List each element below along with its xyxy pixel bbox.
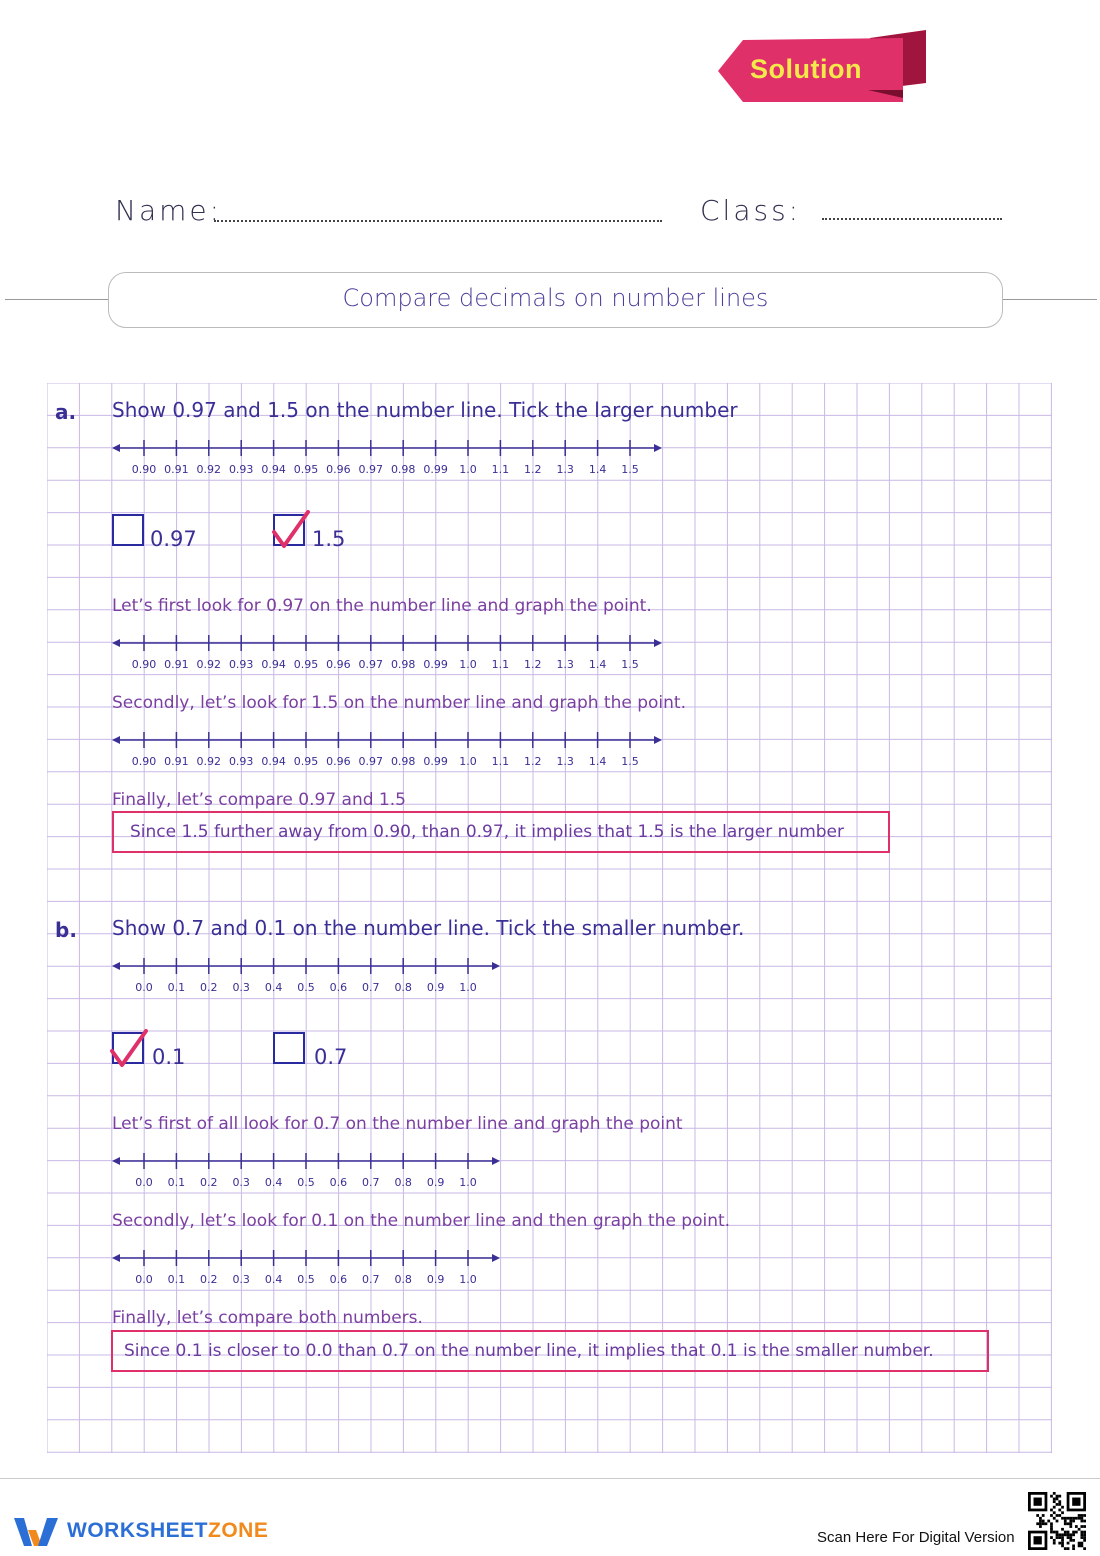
section-b-question: Show 0.7 and 0.1 on the number line. Tick the smaller number. <box>112 916 745 940</box>
number-line-b-question <box>110 956 510 1000</box>
class-field[interactable] <box>822 218 1002 220</box>
number-line-label: 0.4 <box>264 981 283 994</box>
number-line-label: 0.8 <box>394 1176 412 1189</box>
section-b-step-1: Let’s first of all look for 0.7 on the number line and graph the point <box>112 1114 683 1134</box>
number-line-label: 1.5 <box>621 463 639 476</box>
section-a-label: a. <box>55 400 77 424</box>
brand-part-2: ZONE <box>208 1519 269 1542</box>
section-a-step-1: Let’s first look for 0.97 on the number line and graph the point. <box>112 596 652 616</box>
number-line-label: 1.3 <box>556 463 574 476</box>
number-line-label: 1.0 <box>459 981 477 994</box>
number-line-label: 1.0 <box>459 1273 477 1286</box>
number-line-label: 0.97 <box>358 755 384 768</box>
number-line-label: 0.91 <box>164 755 189 768</box>
number-line-label: 0.95 <box>293 463 319 476</box>
number-line-label: 0.93 <box>228 755 254 768</box>
number-line-label: 0.90 <box>131 658 157 671</box>
number-line-label: 0.8 <box>394 1273 412 1286</box>
number-line-label: 1.0 <box>459 658 477 671</box>
option-a-0-97: 0.97 <box>150 527 197 551</box>
number-line-label: 0.0 <box>135 1176 153 1189</box>
qr-code-icon[interactable] <box>1028 1492 1086 1550</box>
number-line-label: 0.1 <box>167 1176 186 1189</box>
number-line-label: 0.9 <box>426 1273 445 1286</box>
number-line-label: 1.0 <box>459 755 477 768</box>
option-b-0-7: 0.7 <box>314 1045 348 1069</box>
tick-mark-icon <box>108 1027 150 1071</box>
number-line-label: 0.96 <box>326 463 351 476</box>
number-line-label: 0.90 <box>131 755 157 768</box>
section-a-step-3: Finally, let’s compare 0.97 and 1.5 <box>112 790 406 810</box>
number-line-label: 0.4 <box>264 1273 283 1286</box>
number-line-label: 0.5 <box>297 1273 315 1286</box>
number-line-label: 0.8 <box>394 981 412 994</box>
number-line-label: 0.4 <box>264 1176 283 1189</box>
worksheetzone-logo-icon <box>14 1516 60 1548</box>
number-line-label: 0.92 <box>196 755 222 768</box>
number-line-label: 0.97 <box>358 658 384 671</box>
number-line-b-step-1 <box>110 1151 510 1195</box>
number-line-label: 0.1 <box>167 1273 186 1286</box>
brand-name <box>67 1519 268 1543</box>
number-line-label: 1.4 <box>588 658 607 671</box>
number-line-label: 0.94 <box>261 658 286 671</box>
number-line-label: 0.93 <box>228 658 254 671</box>
number-line-label: 0.99 <box>423 755 448 768</box>
number-line-label: 1.1 <box>491 658 510 671</box>
title-rule-right <box>1002 299 1097 300</box>
number-line-label: 0.1 <box>167 981 186 994</box>
section-b-step-3: Finally, let’s compare both numbers. <box>112 1308 423 1328</box>
number-line-label: 1.2 <box>524 755 542 768</box>
number-line-label: 0.98 <box>390 463 416 476</box>
number-line-label: 1.4 <box>588 755 607 768</box>
number-line-label: 0.98 <box>390 658 416 671</box>
section-a-answer-box <box>112 811 890 853</box>
number-line-a-step-2 <box>110 730 670 774</box>
footer-divider <box>0 1478 1100 1479</box>
number-line-label: 0.9 <box>426 1176 445 1189</box>
number-line-label: 1.0 <box>459 463 477 476</box>
title-rule-left <box>5 299 108 300</box>
number-line-label: 1.1 <box>491 463 510 476</box>
section-a-question: Show 0.97 and 1.5 on the number line. Tick the larger number <box>112 398 738 422</box>
number-line-label: 0.94 <box>261 755 286 768</box>
number-line-label: 0.5 <box>297 981 315 994</box>
number-line-label: 0.99 <box>423 463 448 476</box>
number-line-label: 0.97 <box>358 463 384 476</box>
number-line-label: 0.99 <box>423 658 448 671</box>
name-label: Name: <box>115 194 223 227</box>
class-label: Class: <box>700 194 802 227</box>
number-line-label: 0.2 <box>200 1273 218 1286</box>
number-line-label: 0.2 <box>200 1176 218 1189</box>
number-line-label: 0.6 <box>329 981 348 994</box>
section-b-step-2: Secondly, let’s look for 0.1 on the number line and then graph the point. <box>112 1211 731 1231</box>
section-b-answer: Since 0.1 is closer to 0.0 than 0.7 on the number line, it implies that 0.1 is the smaller number. <box>124 1341 934 1361</box>
number-line-label: 1.2 <box>524 463 542 476</box>
number-line-label: 0.6 <box>329 1273 348 1286</box>
number-line-label: 0.92 <box>196 463 222 476</box>
number-line-label: 0.95 <box>293 658 319 671</box>
page-title: Compare decimals on number lines <box>342 284 769 312</box>
number-line-a-step-1 <box>110 633 670 677</box>
solution-label: Solution <box>750 54 862 84</box>
number-line-label: 0.92 <box>196 658 222 671</box>
number-line-label: 0.3 <box>232 1176 250 1189</box>
number-line-label: 1.0 <box>459 1176 477 1189</box>
section-b-label: b. <box>55 918 77 942</box>
number-line-label: 0.9 <box>426 981 445 994</box>
number-line-label: 0.98 <box>390 755 416 768</box>
number-line-label: 1.3 <box>556 658 574 671</box>
number-line-label: 0.91 <box>164 658 189 671</box>
number-line-label: 0.96 <box>326 755 351 768</box>
number-line-label: 0.96 <box>326 658 351 671</box>
number-line-label: 0.7 <box>362 1176 380 1189</box>
number-line-label: 0.91 <box>164 463 189 476</box>
scan-caption: Scan Here For Digital Version <box>817 1529 1015 1546</box>
number-line-label: 0.7 <box>362 1273 380 1286</box>
name-field[interactable] <box>214 220 662 222</box>
number-line-label: 0.7 <box>362 981 380 994</box>
number-line-label: 0.93 <box>228 463 254 476</box>
checkbox-b-0-7[interactable] <box>273 1032 305 1064</box>
number-line-label: 0.3 <box>232 981 250 994</box>
number-line-a-question <box>110 438 670 482</box>
number-line-label: 1.4 <box>588 463 607 476</box>
number-line-label: 0.0 <box>135 981 153 994</box>
number-line-label: 0.2 <box>200 981 218 994</box>
brand-part-1: WORKSHEET <box>67 1519 208 1542</box>
number-line-label: 0.0 <box>135 1273 153 1286</box>
number-line-label: 1.5 <box>621 755 639 768</box>
number-line-label: 0.95 <box>293 755 319 768</box>
number-line-label: 0.5 <box>297 1176 315 1189</box>
checkbox-a-0-97[interactable] <box>112 514 144 546</box>
option-b-0-1: 0.1 <box>152 1045 186 1069</box>
number-line-label: 0.3 <box>232 1273 250 1286</box>
section-a-answer: Since 1.5 further away from 0.90, than 0.97, it implies that 1.5 is the larger number <box>130 822 845 842</box>
number-line-label: 0.90 <box>131 463 157 476</box>
number-line-b-step-2 <box>110 1248 510 1292</box>
tick-mark-icon <box>270 508 312 552</box>
number-line-label: 1.1 <box>491 755 510 768</box>
number-line-label: 1.3 <box>556 755 574 768</box>
section-b-answer-box <box>111 1330 989 1372</box>
section-a-step-2: Secondly, let’s look for 1.5 on the number line and graph the point. <box>112 693 686 713</box>
option-a-1-5: 1.5 <box>312 527 346 551</box>
number-line-label: 0.6 <box>329 1176 348 1189</box>
number-line-label: 1.5 <box>621 658 639 671</box>
number-line-label: 1.2 <box>524 658 542 671</box>
number-line-label: 0.94 <box>261 463 286 476</box>
